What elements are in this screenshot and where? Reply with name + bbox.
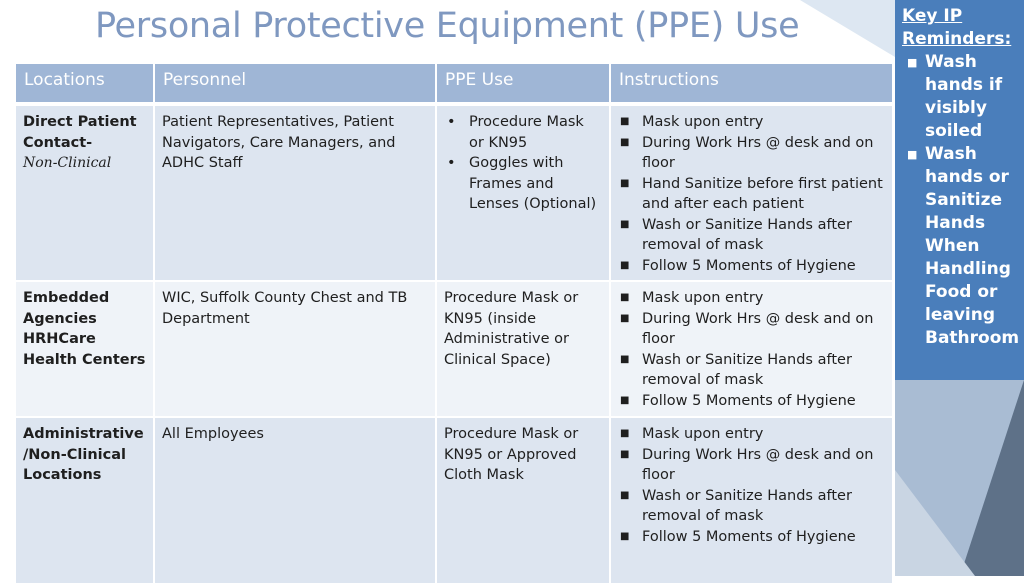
instruction-item: ■ During Work Hrs @ desk and on floor	[620, 134, 874, 171]
personnel-cell: All Employees	[154, 417, 436, 584]
instruction-item: ■ Mask upon entry	[618, 424, 885, 445]
instruction-item: ■ Mask upon entry	[618, 112, 885, 133]
instruction-item: ■ Follow 5 Moments of Hygiene	[618, 391, 885, 412]
instruction-item: ■ During Work Hrs @ desk and on floor	[620, 446, 874, 483]
instruction-item: ■ Wash or Sanitize Hands after removal of mask	[620, 216, 852, 253]
personnel-cell: Patient Representatives, Patient Navigators, Care Managers, and ADHC Staff	[154, 104, 436, 281]
table-row	[16, 417, 893, 584]
reminders-list	[902, 51, 1020, 350]
dot-bullet-icon: •	[447, 114, 456, 130]
reminders-title: Key IP Reminders:	[902, 6, 1012, 49]
personnel-cell: WIC, Suffolk County Chest and TB Department	[154, 281, 436, 417]
instruction-item: ■ Follow 5 Moments of Hygiene	[618, 256, 885, 277]
page-title: Personal Protective Equipment (PPE) Use	[95, 6, 800, 46]
header-locations: Locations	[16, 64, 154, 104]
location-name: Direct Patient Contact-	[23, 114, 137, 151]
square-bullet-icon: ■	[620, 259, 630, 271]
reminder-item: ■ Wash hands or Sanitize Hands When Handling Food or leaving Bathroom	[907, 144, 1020, 348]
instructions-cell	[610, 104, 893, 281]
instruction-item: ■ Hand Sanitize before first patient and after each patient	[620, 175, 883, 212]
table-row	[16, 104, 893, 281]
square-bullet-icon: ■	[620, 312, 630, 324]
instructions-cell	[610, 281, 893, 417]
location-cell	[16, 417, 154, 584]
square-bullet-icon: ■	[620, 218, 630, 230]
ppe-item: • Goggles with Frames and Lenses (Optional)	[447, 155, 597, 212]
square-bullet-icon: ■	[620, 136, 630, 148]
square-bullet-icon: ■	[620, 394, 630, 406]
instruction-item: ■ Wash or Sanitize Hands after removal of mask	[620, 487, 852, 524]
header-personnel: Personnel	[154, 64, 436, 104]
ppe-item: • Procedure Mask or KN95	[447, 114, 584, 151]
table-row	[16, 281, 893, 417]
location-subtitle: Non-Clinical	[23, 155, 112, 171]
location-cell	[16, 104, 154, 281]
ppe-list	[444, 112, 602, 215]
location-name: Embedded Agencies HRHCare Health Centers	[23, 290, 146, 368]
instructions-list	[618, 112, 885, 276]
dot-bullet-icon: •	[447, 155, 456, 171]
square-bullet-icon: ■	[620, 177, 630, 189]
square-bullet-icon: ■	[907, 56, 918, 69]
instruction-item: ■ Follow 5 Moments of Hygiene	[618, 527, 885, 548]
ppe-cell: Procedure Mask or KN95 (inside Administrative or Clinical Space)	[436, 281, 610, 417]
instruction-item: ■ During Work Hrs @ desk and on floor	[620, 310, 874, 347]
instruction-item: ■ Wash or Sanitize Hands after removal of mask	[620, 351, 852, 388]
key-reminders-box	[895, 0, 1024, 380]
reminder-item: ■ Wash hands if visibly soiled	[907, 52, 1003, 141]
square-bullet-icon: ■	[620, 530, 630, 542]
ppe-table	[16, 64, 894, 585]
instruction-item: ■ Mask upon entry	[618, 288, 885, 309]
square-bullet-icon: ■	[620, 489, 630, 501]
decor-triangle-light	[895, 470, 975, 576]
square-bullet-icon: ■	[620, 353, 630, 365]
ppe-cell: Procedure Mask or KN95 or Approved Cloth Mask	[436, 417, 610, 584]
location-name: Administrative /Non-Clinical Locations	[23, 426, 144, 483]
header-instructions: Instructions	[610, 64, 893, 104]
instructions-cell	[610, 417, 893, 584]
header-ppe-use: PPE Use	[436, 64, 610, 104]
square-bullet-icon: ■	[907, 148, 918, 161]
square-bullet-icon: ■	[620, 116, 630, 127]
square-bullet-icon: ■	[620, 292, 630, 303]
location-cell	[16, 281, 154, 417]
instructions-list	[618, 288, 885, 411]
decor-triangle-top	[800, 0, 900, 60]
square-bullet-icon: ■	[620, 428, 630, 439]
square-bullet-icon: ■	[620, 448, 630, 460]
ppe-cell	[436, 104, 610, 281]
instructions-list	[618, 424, 885, 547]
table-header-row	[16, 64, 893, 104]
